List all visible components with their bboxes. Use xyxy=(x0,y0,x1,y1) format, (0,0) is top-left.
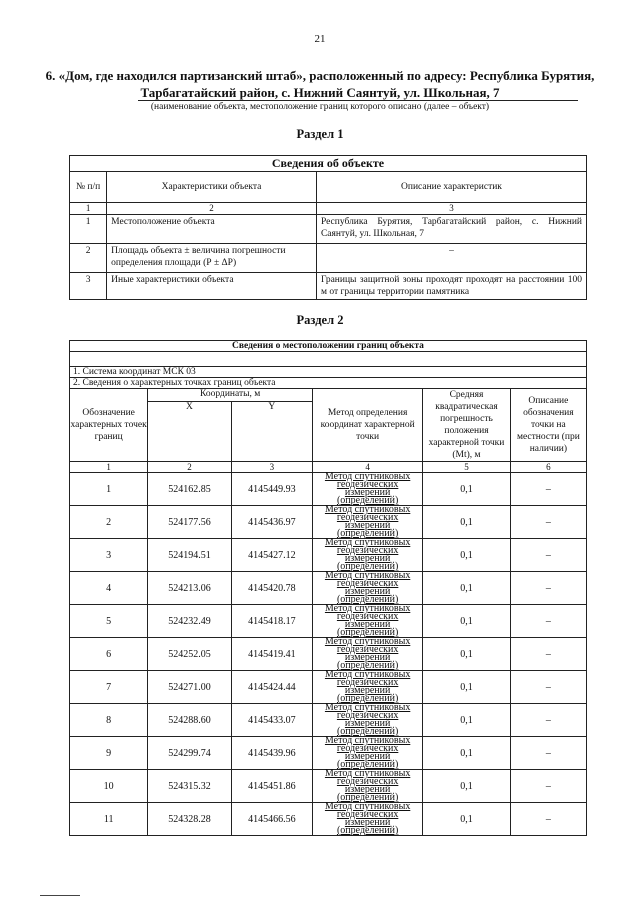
object-info-table-title: Сведения об объекте xyxy=(70,156,587,172)
method-line: Метод спутниковых xyxy=(324,471,411,482)
heading-caption: (наименование объекта, местоположение границ которого описано (далее – объект) xyxy=(150,102,490,112)
point-error: 0,1 xyxy=(423,671,511,704)
method-line: (определений) xyxy=(336,825,399,836)
method-line: геодезических измерений xyxy=(336,809,399,828)
point-x: 524194.51 xyxy=(148,539,231,572)
point-number: 11 xyxy=(70,803,148,836)
method-line: (определений) xyxy=(336,627,399,638)
method-line: геодезических измерений xyxy=(336,644,399,663)
point-y: 4145419.41 xyxy=(231,638,312,671)
table-row xyxy=(70,671,587,704)
method-line: геодезических измерений xyxy=(336,677,399,696)
object-info-table xyxy=(69,155,587,300)
point-method xyxy=(313,572,423,605)
method-line: геодезических измерений xyxy=(336,479,399,498)
point-number: 1 xyxy=(70,473,148,506)
point-description: – xyxy=(510,572,586,605)
row-characteristic: Площадь объекта ± величина погрешности определения площади (Р ± ΔР) xyxy=(107,244,317,273)
point-y: 4145420.78 xyxy=(231,572,312,605)
point-x: 524213.06 xyxy=(148,572,231,605)
point-description: – xyxy=(510,638,586,671)
point-y: 4145449.93 xyxy=(231,473,312,506)
header-characteristic: Характеристики объекта xyxy=(107,172,317,203)
method-line: Метод спутниковых xyxy=(324,636,411,647)
column-number: 1 xyxy=(70,462,148,473)
point-error: 0,1 xyxy=(423,803,511,836)
point-number: 3 xyxy=(70,539,148,572)
point-description: – xyxy=(510,803,586,836)
header-description: Описание обозначения точки на местности (при наличии) xyxy=(510,389,586,462)
table-row xyxy=(70,473,587,506)
table-row xyxy=(70,273,587,300)
table-row xyxy=(70,737,587,770)
method-line: (определений) xyxy=(336,594,399,605)
table-row xyxy=(70,704,587,737)
point-number: 8 xyxy=(70,704,148,737)
table-row xyxy=(70,803,587,836)
point-description: – xyxy=(510,539,586,572)
point-x: 524252.05 xyxy=(148,638,231,671)
heading-underline xyxy=(138,100,578,101)
method-line: геодезических измерений xyxy=(336,578,399,597)
point-x: 524315.32 xyxy=(148,770,231,803)
column-number: 6 xyxy=(510,462,586,473)
point-x: 524162.85 xyxy=(148,473,231,506)
point-number: 4 xyxy=(70,572,148,605)
table-row xyxy=(70,539,587,572)
table-row xyxy=(70,572,587,605)
point-number: 5 xyxy=(70,605,148,638)
table-row xyxy=(70,215,587,244)
header-number: № п/п xyxy=(70,172,107,203)
point-description: – xyxy=(510,704,586,737)
section2-title: Раздел 2 xyxy=(296,313,344,327)
point-description: – xyxy=(510,506,586,539)
point-y: 4145433.07 xyxy=(231,704,312,737)
method-line: Метод спутниковых xyxy=(324,669,411,680)
row-description: Республика Бурятия, Тарбагатайский район, с. Нижний Саянтуй, ул. Школьная, 7 xyxy=(316,215,586,244)
coord-system: 1. Система координат МСК 03 xyxy=(70,367,587,378)
point-y: 4145424.44 xyxy=(231,671,312,704)
point-error: 0,1 xyxy=(423,605,511,638)
method-line: геодезических измерений xyxy=(336,743,399,762)
method-line: Метод спутниковых xyxy=(324,603,411,614)
point-error: 0,1 xyxy=(423,572,511,605)
header-description: Описание характеристик xyxy=(316,172,586,203)
method-line: (определений) xyxy=(336,693,399,704)
header-method: Метод определения координат характерной точки xyxy=(313,389,423,462)
column-number: 4 xyxy=(313,462,423,473)
point-y: 4145418.17 xyxy=(231,605,312,638)
section1-title: Раздел 1 xyxy=(296,127,344,141)
point-description: – xyxy=(510,605,586,638)
point-number: 9 xyxy=(70,737,148,770)
header-x: X xyxy=(148,401,231,461)
row-characteristic: Местоположение объекта xyxy=(107,215,317,244)
blank-row xyxy=(70,352,587,367)
method-line: Метод спутниковых xyxy=(324,570,411,581)
table-row xyxy=(70,605,587,638)
point-method xyxy=(313,704,423,737)
point-method xyxy=(313,506,423,539)
point-method xyxy=(313,803,423,836)
point-method xyxy=(313,737,423,770)
column-number: 1 xyxy=(70,203,107,215)
point-description: – xyxy=(510,671,586,704)
point-method xyxy=(313,473,423,506)
method-line: Метод спутниковых xyxy=(324,537,411,548)
point-error: 0,1 xyxy=(423,539,511,572)
row-description: – xyxy=(316,244,586,273)
point-method xyxy=(313,605,423,638)
point-y: 4145451.86 xyxy=(231,770,312,803)
boundary-table xyxy=(69,340,587,836)
header-coords: Координаты, м xyxy=(148,389,313,402)
point-x: 524177.56 xyxy=(148,506,231,539)
point-description: – xyxy=(510,737,586,770)
table-row xyxy=(70,506,587,539)
point-number: 7 xyxy=(70,671,148,704)
object-heading: 6. «Дом, где находился партизанский штаб», расположенный по адресу: Республика Бурятия, Тарбагатайский район, с. Нижний Саянтуй, ул. Школьная, 7 xyxy=(45,68,595,100)
point-method xyxy=(313,671,423,704)
method-line: геодезических измерений xyxy=(336,512,399,531)
method-line: геодезических измерений xyxy=(336,611,399,630)
method-line: геодезических измерений xyxy=(336,545,399,564)
method-line: (определений) xyxy=(336,660,399,671)
point-description: – xyxy=(510,770,586,803)
method-line: (определений) xyxy=(336,792,399,803)
column-number: 2 xyxy=(148,462,231,473)
column-number: 3 xyxy=(316,203,586,215)
column-number: 5 xyxy=(423,462,511,473)
point-x: 524288.60 xyxy=(148,704,231,737)
table-row xyxy=(70,770,587,803)
table-row xyxy=(70,638,587,671)
point-method xyxy=(313,770,423,803)
point-description: – xyxy=(510,473,586,506)
method-line: (определений) xyxy=(336,561,399,572)
method-line: Метод спутниковых xyxy=(324,801,411,812)
point-x: 524328.28 xyxy=(148,803,231,836)
point-y: 4145466.56 xyxy=(231,803,312,836)
point-x: 524271.00 xyxy=(148,671,231,704)
method-line: (определений) xyxy=(336,495,399,506)
footnote-rule xyxy=(40,895,80,896)
header-point: Обозначение характерных точек границ xyxy=(70,389,148,462)
point-error: 0,1 xyxy=(423,638,511,671)
points-info: 2. Сведения о характерных точках границ объекта xyxy=(70,378,587,389)
row-number: 3 xyxy=(70,273,107,300)
point-number: 10 xyxy=(70,770,148,803)
column-number: 2 xyxy=(107,203,317,215)
point-method xyxy=(313,638,423,671)
point-x: 524232.49 xyxy=(148,605,231,638)
point-number: 2 xyxy=(70,506,148,539)
method-line: Метод спутниковых xyxy=(324,768,411,779)
boundary-table-title: Сведения о местоположении границ объекта xyxy=(70,341,587,352)
method-line: геодезических измерений xyxy=(336,776,399,795)
method-line: Метод спутниковых xyxy=(324,735,411,746)
row-number: 2 xyxy=(70,244,107,273)
point-y: 4145439.96 xyxy=(231,737,312,770)
point-y: 4145427.12 xyxy=(231,539,312,572)
point-x: 524299.74 xyxy=(148,737,231,770)
boundary-points xyxy=(70,473,587,836)
point-error: 0,1 xyxy=(423,506,511,539)
point-error: 0,1 xyxy=(423,704,511,737)
method-line: Метод спутниковых xyxy=(324,702,411,713)
table-row xyxy=(70,244,587,273)
header-error: Средняя квадратическая погрешность положения характерной точки (Mt), м xyxy=(423,389,511,462)
point-error: 0,1 xyxy=(423,770,511,803)
column-number: 3 xyxy=(231,462,312,473)
point-error: 0,1 xyxy=(423,473,511,506)
page-number: 21 xyxy=(314,33,326,45)
header-y: Y xyxy=(231,401,312,461)
point-error: 0,1 xyxy=(423,737,511,770)
method-line: геодезических измерений xyxy=(336,710,399,729)
point-method xyxy=(313,539,423,572)
row-number: 1 xyxy=(70,215,107,244)
row-characteristic: Иные характеристики объекта xyxy=(107,273,317,300)
method-line: (определений) xyxy=(336,726,399,737)
method-line: Метод спутниковых xyxy=(324,504,411,515)
row-description: Границы защитной зоны проходят проходят на расстоянии 100 м от границы территории памятника xyxy=(316,273,586,300)
point-number: 6 xyxy=(70,638,148,671)
point-y: 4145436.97 xyxy=(231,506,312,539)
method-line: (определений) xyxy=(336,528,399,539)
method-line: (определений) xyxy=(336,759,399,770)
